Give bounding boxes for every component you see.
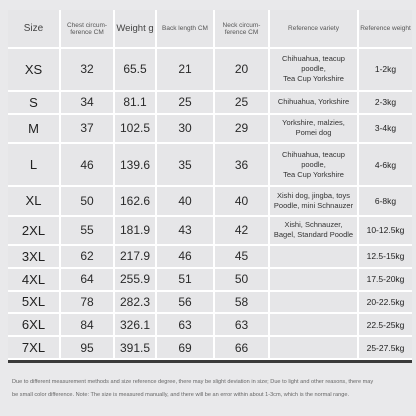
cell-reference-weight: 25-27.5kg bbox=[359, 337, 412, 360]
cell-size: 4XL bbox=[8, 269, 61, 292]
cell-neck: 58 bbox=[215, 292, 270, 315]
header-weight: Weight g bbox=[115, 10, 157, 49]
cell-weight: 102.5 bbox=[115, 115, 157, 144]
cell-chest: 64 bbox=[61, 269, 115, 292]
cell-size: XL bbox=[8, 187, 61, 216]
cell-back-length: 69 bbox=[157, 337, 215, 360]
table-row bbox=[8, 92, 412, 115]
cell-neck: 42 bbox=[215, 217, 270, 246]
cell-reference-weight: 10-12.5kg bbox=[359, 217, 412, 246]
footnote-line-1: Due to different measurement methods and size reference degree, there may be slight deviation in size; Due to light and other reasons, there may bbox=[12, 379, 374, 385]
cell-back-length: 51 bbox=[157, 269, 215, 292]
size-table bbox=[8, 10, 412, 360]
cell-reference-weight: 20-22.5kg bbox=[359, 292, 412, 315]
cell-size: S bbox=[8, 92, 61, 115]
header-reference-variety: Reference variety bbox=[270, 10, 359, 49]
cell-size: M bbox=[8, 115, 61, 144]
cell-reference-weight: 1-2kg bbox=[359, 49, 412, 92]
cell-weight: 81.1 bbox=[115, 92, 157, 115]
cell-weight: 326.1 bbox=[115, 314, 157, 337]
cell-reference-variety bbox=[270, 337, 359, 360]
cell-chest: 34 bbox=[61, 92, 115, 115]
table-row bbox=[8, 187, 412, 216]
cell-weight: 181.9 bbox=[115, 217, 157, 246]
cell-back-length: 46 bbox=[157, 246, 215, 269]
cell-size: 2XL bbox=[8, 217, 61, 246]
cell-reference-variety: Xishi, Schnauzer, Bagel, Standard Poodle bbox=[270, 217, 359, 246]
cell-weight: 139.6 bbox=[115, 144, 157, 187]
table-row bbox=[8, 49, 412, 92]
cell-reference-variety: Chihuahua, Yorkshire bbox=[270, 92, 359, 115]
table-body bbox=[8, 49, 412, 360]
cell-back-length: 56 bbox=[157, 292, 215, 315]
cell-chest: 50 bbox=[61, 187, 115, 216]
cell-neck: 40 bbox=[215, 187, 270, 216]
cell-weight: 391.5 bbox=[115, 337, 157, 360]
cell-size: 3XL bbox=[8, 246, 61, 269]
cell-chest: 32 bbox=[61, 49, 115, 92]
cell-weight: 65.5 bbox=[115, 49, 157, 92]
cell-weight: 255.9 bbox=[115, 269, 157, 292]
cell-reference-weight: 17.5-20kg bbox=[359, 269, 412, 292]
cell-reference-weight: 6-8kg bbox=[359, 187, 412, 216]
cell-reference-variety: Yorkshire, malzies, Pomei dog bbox=[270, 115, 359, 144]
cell-reference-variety bbox=[270, 292, 359, 315]
cell-chest: 37 bbox=[61, 115, 115, 144]
cell-size: XS bbox=[8, 49, 61, 92]
table-row bbox=[8, 217, 412, 246]
cell-size: 5XL bbox=[8, 292, 61, 315]
footnote bbox=[12, 376, 408, 402]
cell-reference-variety: Xishi dog, jingba, toys Poodle, mini Schnauzer bbox=[270, 187, 359, 216]
table-row bbox=[8, 337, 412, 360]
cell-reference-variety bbox=[270, 246, 359, 269]
cell-back-length: 43 bbox=[157, 217, 215, 246]
cell-neck: 29 bbox=[215, 115, 270, 144]
cell-reference-weight: 22.5-25kg bbox=[359, 314, 412, 337]
table-row bbox=[8, 292, 412, 315]
cell-back-length: 63 bbox=[157, 314, 215, 337]
header-chest: Chest circum- ference CM bbox=[61, 10, 115, 49]
cell-neck: 66 bbox=[215, 337, 270, 360]
cell-neck: 25 bbox=[215, 92, 270, 115]
cell-back-length: 21 bbox=[157, 49, 215, 92]
table-row bbox=[8, 314, 412, 337]
cell-chest: 84 bbox=[61, 314, 115, 337]
cell-back-length: 30 bbox=[157, 115, 215, 144]
cell-size: L bbox=[8, 144, 61, 187]
cell-chest: 46 bbox=[61, 144, 115, 187]
cell-reference-variety bbox=[270, 269, 359, 292]
cell-neck: 50 bbox=[215, 269, 270, 292]
cell-reference-variety: Chihuahua, teacup poodle, Tea Cup Yorkshire bbox=[270, 144, 359, 187]
cell-neck: 20 bbox=[215, 49, 270, 92]
cell-chest: 78 bbox=[61, 292, 115, 315]
size-chart bbox=[8, 10, 412, 363]
cell-weight: 162.6 bbox=[115, 187, 157, 216]
header-neck: Neck circum- ference CM bbox=[215, 10, 270, 49]
footnote-line-2: be small color difference. Note: The size is measured manually, and there will be an error within about 1-3cm, which is the normal range. bbox=[12, 392, 350, 398]
header-reference-weight: Reference weight bbox=[359, 10, 412, 49]
cell-back-length: 40 bbox=[157, 187, 215, 216]
cell-reference-weight: 2-3kg bbox=[359, 92, 412, 115]
cell-size: 6XL bbox=[8, 314, 61, 337]
cell-reference-weight: 3-4kg bbox=[359, 115, 412, 144]
cell-chest: 95 bbox=[61, 337, 115, 360]
cell-chest: 55 bbox=[61, 217, 115, 246]
cell-chest: 62 bbox=[61, 246, 115, 269]
cell-back-length: 35 bbox=[157, 144, 215, 187]
table-row bbox=[8, 246, 412, 269]
cell-reference-weight: 4-6kg bbox=[359, 144, 412, 187]
cell-back-length: 25 bbox=[157, 92, 215, 115]
table-row bbox=[8, 144, 412, 187]
table-row bbox=[8, 269, 412, 292]
header-back-length: Back length CM bbox=[157, 10, 215, 49]
cell-weight: 282.3 bbox=[115, 292, 157, 315]
cell-reference-variety: Chihuahua, teacup poodle, Tea Cup Yorkshire bbox=[270, 49, 359, 92]
cell-weight: 217.9 bbox=[115, 246, 157, 269]
cell-neck: 45 bbox=[215, 246, 270, 269]
cell-reference-variety bbox=[270, 314, 359, 337]
cell-reference-weight: 12.5-15kg bbox=[359, 246, 412, 269]
table-row bbox=[8, 115, 412, 144]
header-row bbox=[8, 10, 412, 49]
cell-neck: 36 bbox=[215, 144, 270, 187]
cell-neck: 63 bbox=[215, 314, 270, 337]
header-size: Size bbox=[8, 10, 61, 49]
cell-size: 7XL bbox=[8, 337, 61, 360]
